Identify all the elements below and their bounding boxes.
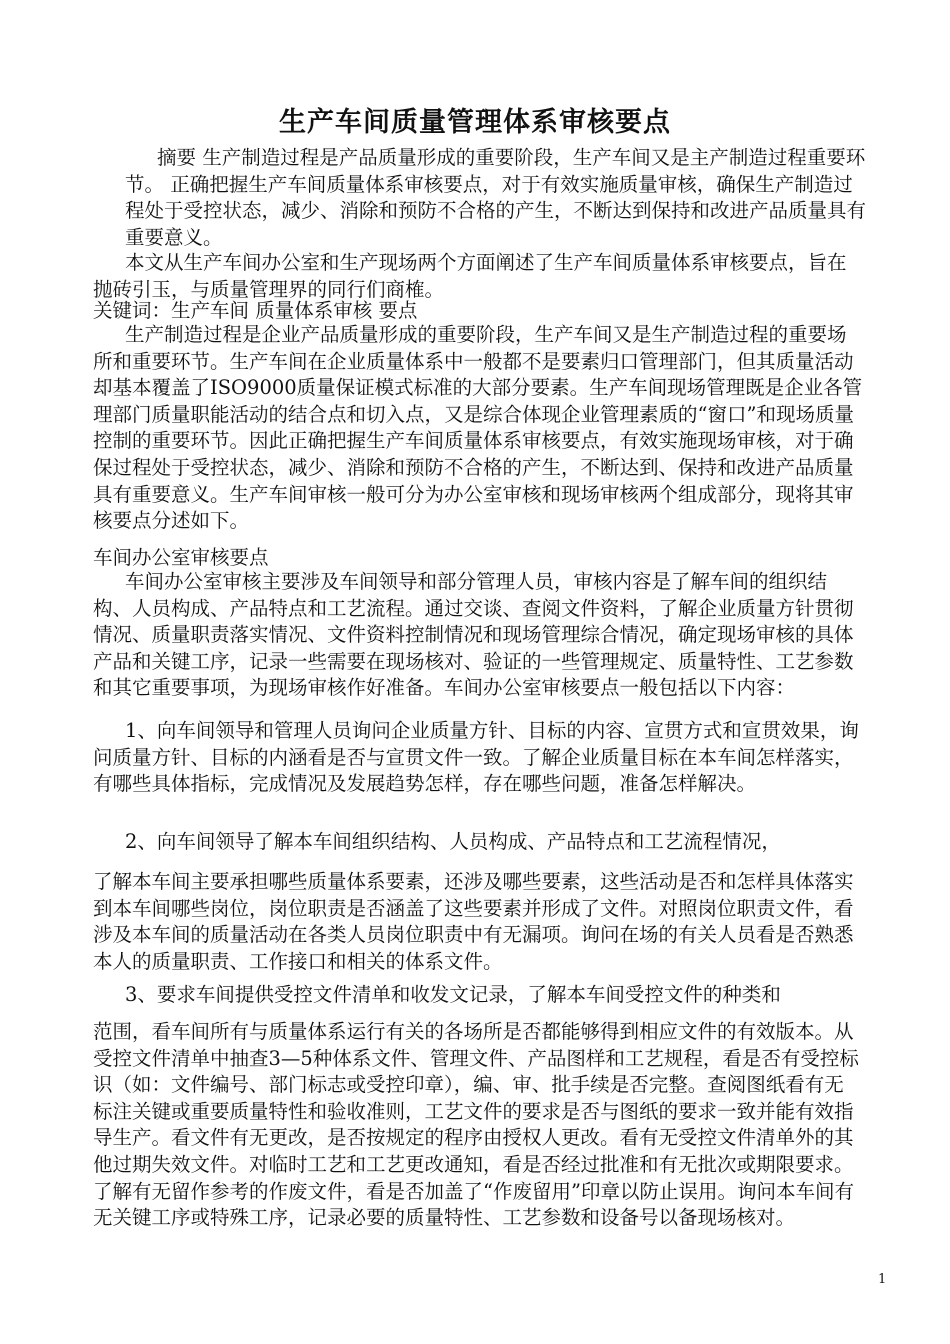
abstract-paragraph: 摘要 生产制造过程是产品质量形成的重要阶段，生产车间又是主产制造过程重要环节。 正确把握生产车间质量体系审核要点，对于有效实施质量审核，确保生产制造过程处于受控状态，减少、消除和预防不合格的产生，不断达到保持和改进产品质量具有重要意义。: [125, 146, 867, 249]
list-item-3-first-line: 3、要求车间提供受控文件清单和收发文记录，了解本车间受控文件的种类和: [125, 983, 781, 1006]
list-item-1: 1、向车间领导和管理人员询问企业质量方针、目标的内容、宣贯方式和宣贯效果，询问质量方针、目标的内涵看是否与宣贯文件一致。了解企业质量目标在本车间怎样落实，有哪些具体指标，完成情况及发展趋势怎样，存在哪些问题，准备怎样解决。: [93, 719, 859, 796]
office-paragraph: 车间办公室审核主要涉及车间领导和部分管理人员，审核内容是了解车间的组织结构、人员构成、产品特点和工艺流程。通过交谈、查阅文件资料，了解企业质量方针贯彻情况、质量职责落实情况、文件资料控制情况和现场管理综合情况，确定现场审核的具体产品和关键工序，记录一些需要在现场核对、验证的一些管理规定、质量特性、工艺参数和其它重要事项，为现场审核作好准备。车间办公室审核要点一般包括以下内容：: [93, 570, 854, 700]
list-item-2-body: 了解本车间主要承担哪些质量体系要素，还涉及哪些要素，这些活动是否和怎样具体落实到本车间哪些岗位，岗位职责是否涵盖了这些要素并形成了文件。对照岗位职责文件，看涉及本车间的质量活动在各类人员岗位职责中有无漏项。询问在场的有关人员看是否熟悉本人的质量职责、工作接口和相关的体系文件。: [93, 870, 854, 973]
section-heading-office: 车间办公室审核要点: [93, 546, 269, 569]
page-number: 1: [878, 1272, 887, 1287]
intro-paragraph: 本文从生产车间办公室和生产现场两个方面阐述了生产车间质量体系审核要点，旨在抛砖引玉，与质量管理界的同行们商榷。: [93, 251, 847, 301]
document-title: 生产车间质量管理体系审核要点: [279, 107, 671, 138]
keywords-line: 关键词：生产车间 质量体系审核 要点: [93, 299, 418, 322]
list-item-3-body: 范围，看车间所有与质量体系运行有关的各场所是否都能够得到相应文件的有效版本。从受控文件清单中抽查3—5种体系文件、管理文件、产品图样和工艺规程，看是否有受控标识（如：文件编号、部门标志或受控印章），编、审、批手续是否完整。查阅图纸看有无标注关键或重要质量特性和验收准则，工艺文件的要求是否与图纸的要求一致并能有效指导生产。看文件有无更改，是否按规定的程序由授权人更改。看有无受控文件清单外的其他过期失效文件。对临时工艺和工艺更改通知，看是否经过批准和有无批次或期限要求。了解有无留作参考的作废文件，看是否加盖了“作废留用”印章以防止误用。询问本车间有无关键工序或特殊工序，记录必要的质量特性、工艺参数和设备号以备现场核对。: [93, 1020, 859, 1230]
main-paragraph: 生产制造过程是企业产品质量形成的重要阶段，生产车间又是生产制造过程的重要场所和重要环节。生产车间在企业质量体系中一般都不是要素归口管理部门，但其质量活动却基本覆盖了ISO9000质量保证模式标准的大部分要素。生产车间现场管理既是企业各管理部门质量职能活动的结合点和切入点，又是综合体现企业管理素质的“窗口”和现场质量控制的重要环节。因此正确把握生产车间质量体系审核要点，有效实施现场审核，对于确保过程处于受控状态，减少、消除和预防不合格的产生，不断达到、保持和改进产品质量具有重要意义。生产车间审核一般可分为办公室审核和现场审核两个组成部分，现将其审核要点分述如下。: [93, 323, 863, 533]
list-item-2-first-line: 2、向车间领导了解本车间组织结构、人员构成、产品特点和工艺流程情况，: [125, 830, 781, 853]
